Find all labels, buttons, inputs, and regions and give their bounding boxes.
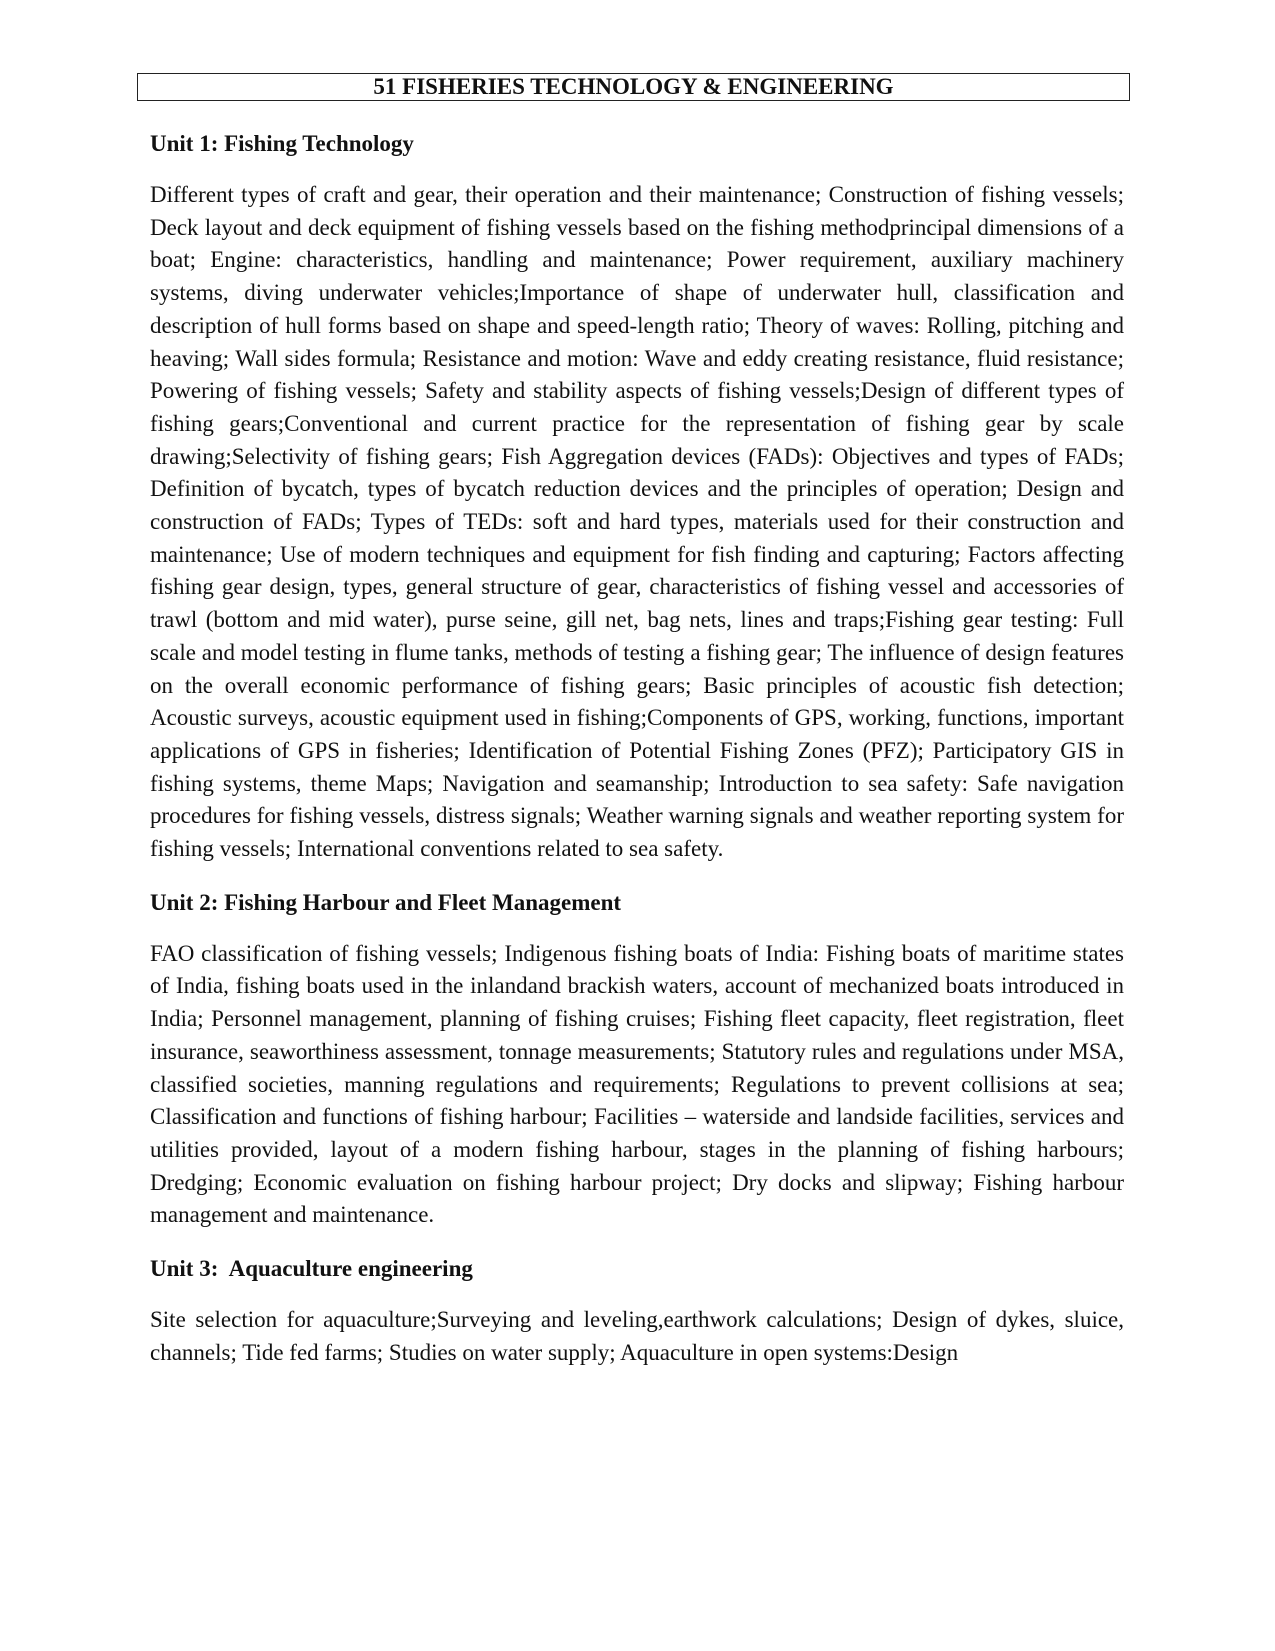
unit-1-heading: Unit 1: Fishing Technology (150, 131, 414, 156)
document-content (150, 127, 1124, 1390)
unit-3-body: Site selection for aquaculture;Surveying and leveling,earthwork calculations; Design of dykes, sluice, channels; Tide fed farms; Studies on water supply; Aquaculture in open systems:Design (150, 1307, 1124, 1365)
unit-2-body: FAO classification of fishing vessels; Indigenous fishing boats of India: Fishing boats of maritime states of India, fishing boats used in the inlandand brackish waters, account of mechanized boats introduced in India; Personnel management, planning of fishing cruises; Fishing fleet capacity, fleet registration, fleet insurance, seaworthiness assessment, tonnage measurements; Statutory rules and regulations under MSA, classified societies, manning regulations and requirements; Regulations to prevent collisions at sea; Classification and functions of fishing harbour; Facilities – waterside and landside facilities, services and utilities provided, layout of a modern fishing harbour, stages in the planning of fishing harbours; Dredging; Economic evaluation on fishing harbour project; Dry docks and slipway; Fishing harbour management and maintenance. (150, 940, 1124, 1228)
unit-3-heading: Unit 3: Aquaculture engineering (150, 1256, 473, 1282)
document-title: 51 FISHERIES TECHNOLOGY & ENGINEERING (137, 73, 1130, 101)
unit-1-body: Different types of craft and gear, their operation and their maintenance; Construction of fishing vessels; Deck layout and deck equipment of fishing vessels based on the fishing methodprincipal dimensions of a boat; Engine: characteristics, handling and maintenance; Power requirement, auxiliary machinery systems, diving underwater vehicles;Importance of shape of underwater hull, classification and description of hull forms based on shape and speed-length ratio; Theory of waves: Rolling, pitching and heaving; Wall sides formula; Resistance and motion: Wave and eddy creating resistance, fluid resistance; Powering of fishing vessels; Safety and stability aspects of fishing vessels;Design of different types of fishing gears;Conventional and current practice for the representation of fishing gear by scale drawing;Selectivity of fishing gears; Fish Aggregation devices (FADs): Objectives and types of FADs; Definition of bycatch, types of bycatch reduction devices and the principles of operation; Design and construction of FADs; Types of TEDs: soft and hard types, materials used for their construction and maintenance; Use of modern techniques and equipment for fish finding and capturing; Factors affecting fishing gear design, types, general structure of gear, characteristics of fishing vessel and accessories of trawl (bottom and mid water), purse seine, gill net, bag nets, lines and traps;Fishing gear testing: Full scale and model testing in flume tanks, methods of testing a fishing gear; The influence of design features on the overall economic performance of fishing gears; Basic principles of acoustic fish detection; Acoustic surveys, acoustic equipment used in fishing;Components of GPS, working, functions, important applications of GPS in fisheries; Identification of Potential Fishing Zones (PFZ); Participatory GIS in fishing systems, theme Maps; Navigation and seamanship; Introduction to sea safety: Safe navigation procedures for fishing vessels, distress signals; Weather warning signals and weather reporting system for fishing vessels; International conventions related to sea safety. (150, 182, 1124, 862)
unit-2-heading: Unit 2: Fishing Harbour and Fleet Management (150, 889, 622, 915)
